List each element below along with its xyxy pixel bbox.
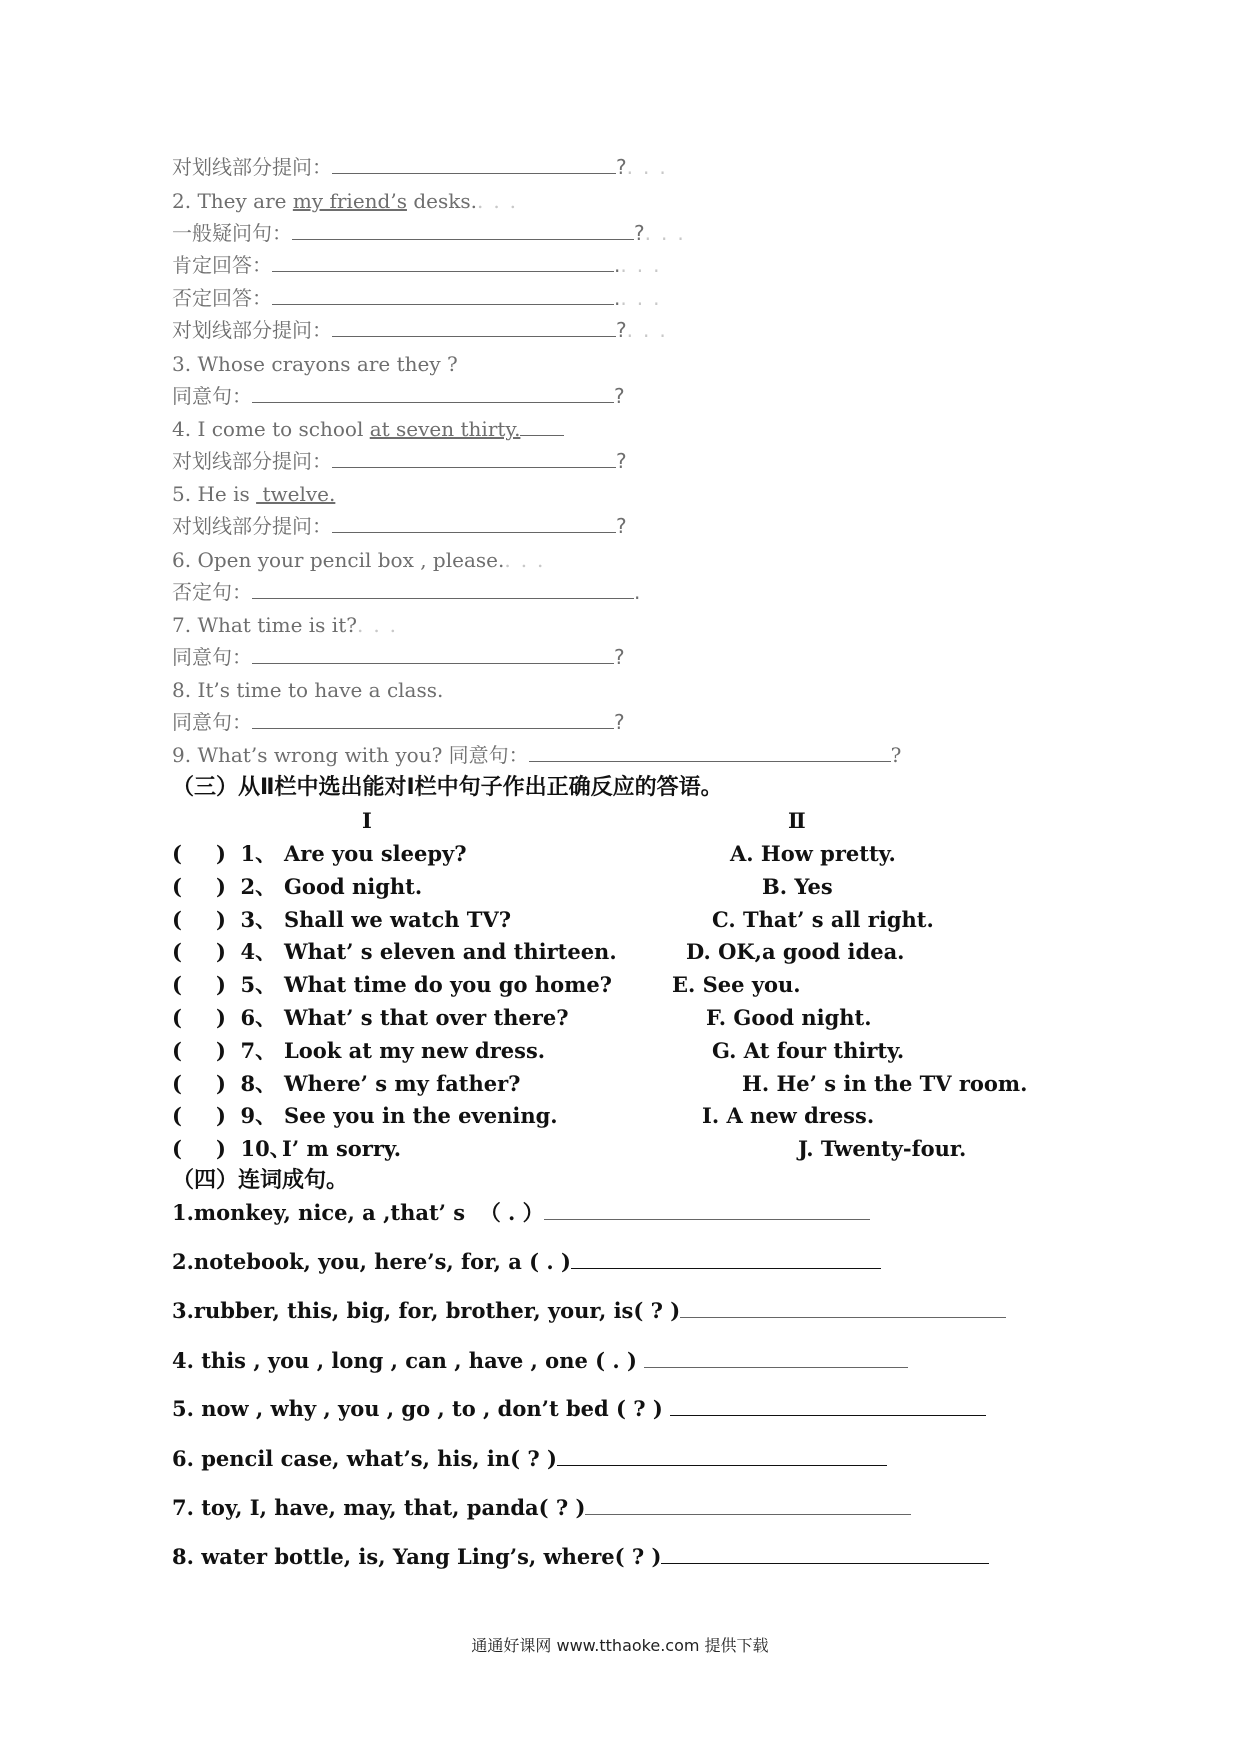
ordering-words: 8. water bottle, is, Yang Ling’s, where( ? ) [172,1544,662,1569]
q2-underlined-part: my friend’s [292,189,407,213]
q4-underline-question-blank[interactable] [332,449,616,468]
match-question: Where’ s my father? [284,1071,521,1096]
q2-underline-question: 对划线部分提问： ?... [172,318,676,342]
ordering-words: 1.monkey, nice, a ,that’ s （ . ） [172,1200,544,1225]
match-answer-option: G. At four thirty. [712,1038,905,1063]
q2-yes-answer: 肯定回答： .... [172,253,670,277]
ordering-words: 6. pencil case, what’s, his, in( ? ) [172,1446,557,1471]
q2-no-answer: 否定回答： .... [172,286,670,310]
match-answer-paren[interactable]: ( [172,972,182,997]
match-answer-paren[interactable]: ( [172,1103,182,1128]
q2-sentence: 2. They are my friend’s desks.... [172,189,527,213]
match-item-number: ) 10、 [216,1136,291,1161]
match-question: Good night. [284,874,423,899]
match-item-number: ) 7、 [216,1038,277,1063]
q2-no-answer-blank[interactable] [272,286,614,305]
q1-answer-blank[interactable] [332,155,616,174]
match-item-number: ) 2、 [216,874,277,899]
q6-negative-blank[interactable] [252,580,634,599]
match-item-number: ) 6、 [216,1005,277,1030]
match-answer-paren[interactable]: ( [172,874,182,899]
match-answer-option: A. How pretty. [730,841,896,866]
q5-underline-question: 对划线部分提问： ? [172,514,627,538]
match-question: Are you sleepy? [284,841,467,866]
ordering-words: 4. this , you , long , can , have , one ( . ) [172,1348,645,1373]
ordering-item [172,1249,881,1275]
match-item-number: ) 8、 [216,1071,277,1096]
match-question: What’ s that over there? [284,1005,569,1030]
match-answer-option: J. Twenty-four. [798,1136,967,1161]
q3-synonym: 同意句： ? [172,384,625,408]
match-item-number: ) 5、 [216,972,277,997]
match-answer-paren[interactable]: ( [172,939,182,964]
match-answer-option: F. Good night. [706,1005,872,1030]
q8-sentence: 8. It’s time to have a class. [172,678,444,702]
ordering-item [172,1544,989,1570]
ordering-words: 2.notebook, you, here’s, for, a ( . ) [172,1249,571,1274]
match-answer-option: I. A new dress. [702,1103,875,1128]
match-question: What’ s eleven and thirteen. [284,939,617,964]
ordering-answer-blank[interactable] [544,1201,870,1220]
match-question: What time do you go home? [284,972,612,997]
match-item-number: ) 9、 [216,1103,277,1128]
match-answer-paren[interactable]: ( [172,1071,182,1096]
ordering-answer-blank[interactable] [670,1397,986,1416]
match-answer-paren[interactable]: ( [172,1005,182,1030]
match-item-number: ) 1、 [216,841,277,866]
match-question: See you in the evening. [284,1103,558,1128]
q2-general-question-blank[interactable] [292,221,634,240]
q6-negative: 否定句： . [172,580,641,604]
q7-sentence: 7. What time is it?... [172,613,407,637]
match-answer-option: D. OK,a good idea. [686,939,905,964]
q1-label: 对划线部分提问： [172,155,332,179]
q8-synonym-blank[interactable] [252,710,614,729]
q4-underline-question: 对划线部分提问： ? [172,449,627,473]
match-answer-option: E. See you. [672,972,801,997]
q3-synonym-blank[interactable] [252,384,614,403]
column-2-header: Ⅱ [788,808,806,833]
q5-underline-question-blank[interactable] [332,514,616,533]
ordering-answer-blank[interactable] [585,1496,911,1515]
ordering-answer-blank[interactable] [557,1447,887,1466]
ordering-answer-blank[interactable] [680,1299,1006,1318]
ordering-item [172,1495,911,1521]
q9-sentence: 9. What’s wrong with you? 同意句： ? [172,743,902,767]
match-answer-paren[interactable]: ( [172,841,182,866]
q7-synonym: 同意句： ? [172,645,625,669]
q1-underline-question: 对划线部分提问： ?... [172,155,676,179]
match-answer-paren[interactable]: ( [172,907,182,932]
q5-sentence: 5. He is twelve. [172,482,336,506]
ordering-item [172,1200,870,1226]
ordering-words: 7. toy, I, have, may, that, panda( ? ) [172,1495,586,1520]
match-answer-option: B. Yes [762,874,833,899]
q6-sentence: 6. Open your pencil box , please.... [172,548,554,572]
match-answer-option: C. That’ s all right. [712,907,934,932]
q9-synonym-blank[interactable] [529,743,891,762]
section-3-heading: （三）从Ⅱ栏中选出能对Ⅰ栏中句子作出正确反应的答语。 [172,775,723,800]
ordering-answer-blank[interactable] [571,1250,881,1269]
match-item-number: ) 4、 [216,939,277,964]
ordering-answer-blank[interactable] [644,1349,908,1368]
ordering-item [172,1348,908,1374]
match-answer-option: H. He’ s in the TV room. [742,1071,1028,1096]
footer-credit: 通通好课网 www.tthaoke.com 提供下载 [471,1636,769,1655]
match-question: I’ m sorry. [282,1136,402,1161]
ordering-item [172,1298,1006,1324]
ordering-answer-blank[interactable] [661,1545,989,1564]
section-4-heading: （四）连词成句。 [172,1168,349,1193]
ordering-words: 3.rubber, this, big, for, brother, your, is( ? ) [172,1298,681,1323]
match-answer-paren[interactable]: ( [172,1038,182,1063]
match-answer-paren[interactable]: ( [172,1136,182,1161]
q8-synonym: 同意句： ? [172,710,625,734]
q3-sentence: 3. Whose crayons are they ? [172,352,458,376]
ordering-item [172,1446,887,1472]
column-1-header: Ⅰ [362,808,372,833]
q4-sentence: 4. I come to school at seven thirty. [172,417,564,441]
q2-general-question: 一般疑问句： ?... [172,221,694,245]
q7-synonym-blank[interactable] [252,645,614,664]
q2-underline-question-blank[interactable] [332,318,616,337]
ordering-item [172,1396,986,1422]
match-question: Shall we watch TV? [284,907,512,932]
q5-underlined-part: twelve. [256,482,336,506]
match-question: Look at my new dress. [284,1038,546,1063]
match-item-number: ) 3、 [216,907,277,932]
ordering-words: 5. now , why , you , go , to , don’t bed ( ? ) [172,1396,671,1421]
q2-yes-answer-blank[interactable] [272,253,614,272]
q4-underlined-part: at seven thirty. [369,417,521,441]
